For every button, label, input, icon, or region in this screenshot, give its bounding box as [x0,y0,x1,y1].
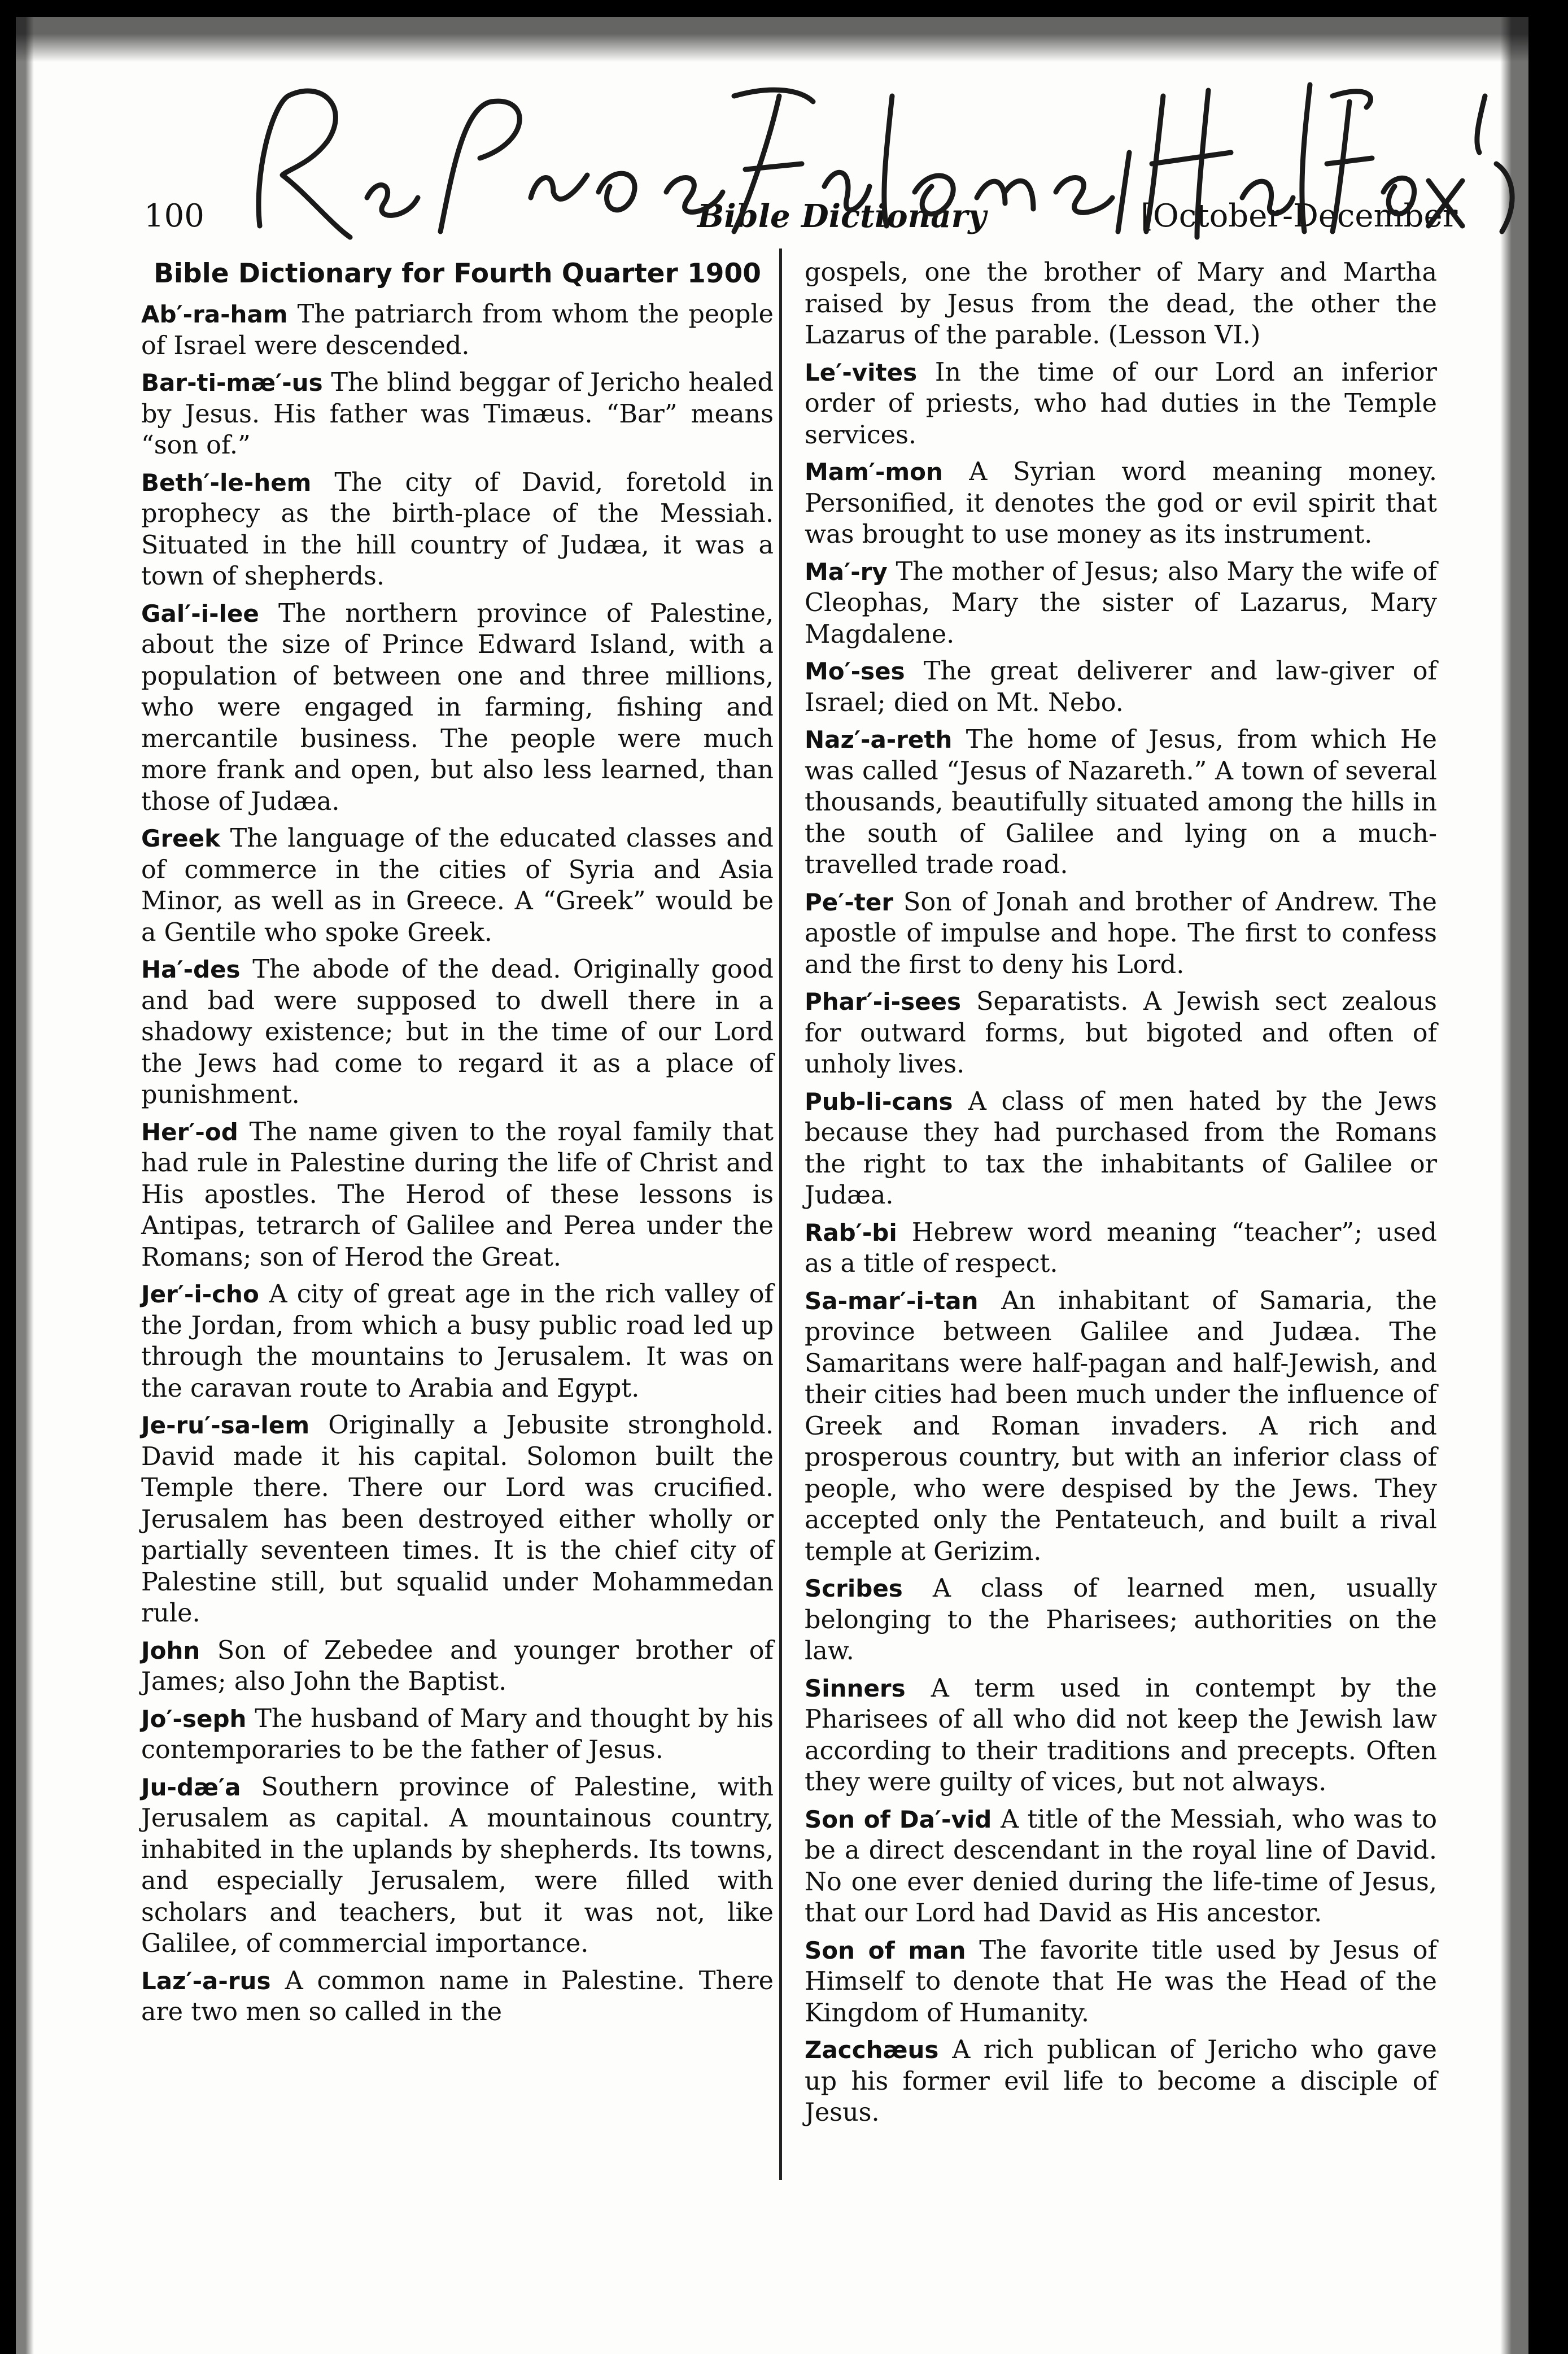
dictionary-entry [805,2034,1437,2129]
dictionary-entry [805,1935,1437,2029]
entry-definition: The language of the educated classes and of commerce in the cities of Syria and Asia Minor, as well as in Greece. A “Greek” would be a Gentile who spoke Greek. [141,824,774,947]
entry-term: Ab′-ra-ham [141,300,288,328]
entry-definition: The husband of Mary and thought by his contemporaries to be the father of Jesus. [141,1704,774,1764]
header-dates: [October-December [1141,198,1458,234]
entry-definition: A class of learned men, usually belonging to the Pharisees; authorities on the law. [805,1574,1437,1666]
scan-edge-top [0,0,1568,62]
running-title: Bible Dictionary [697,198,986,235]
entry-term: Sinners [805,1674,906,1702]
entry-definition: Son of Jonah and brother of Andrew. The apostle of impulse and hope. The first to confess and the first to deny his Lord. [805,887,1437,979]
entry-term: Ha′-des [141,956,241,983]
entry-definition: A title of the Messiah, who was to be a direct descendant in the royal line of David. No one ever denied during the life-time of Jesus, that our Lord had David as His ancestor. [805,1804,1437,1928]
entry-term: Beth′-le-hem [141,468,312,496]
entry-definition: An inhabitant of Samaria, the province between Galilee and Judæa. The Samaritans were half-pagan and half-Jewish, and their cities had been much under the influence of Greek and Roman invaders. A rich and prosperous country, but with an inferior class of people, who were despised by the Jews. They accepted only the Pentateuch, and built a rival temple at Gerizim. [805,1286,1437,1566]
dictionary-entry [805,556,1437,651]
entry-term: Bar-ti-mæ′-us [141,369,323,396]
dictionary-entry [141,1772,774,1960]
dictionary-entry [805,724,1437,881]
entry-definition: A city of great age in the rich valley of the Jordan, from which a busy public road led up through the mountains to Jerusalem. It was on the caravan route to Arabia and Egypt. [141,1280,774,1403]
dictionary-entry [141,299,774,361]
dictionary-entry [805,656,1437,718]
entry-term: Son of man [805,1936,966,1964]
entry-definition: The abode of the dead. Originally good and bad were supposed to dwell there in a shadowy existence; but in the time of our Lord the Jews had come to regard it as a place of punishment. [141,955,774,1109]
entry-term: Pub-li-cans [805,1087,953,1115]
entry-definition: The northern province of Palestine, about the size of Prince Edward Island, with a population of between one and three millions, who were engaged in farming, fishing and mercantile business. The people were much more frank and open, but also less learned, than those of Judæa. [141,599,774,816]
entry-term: Zacchæus [805,2036,939,2064]
dictionary-entry [141,823,774,948]
dictionary-entry [141,598,774,818]
dictionary-entry [805,1804,1437,1929]
entry-definition: A class of men hated by the Jews because they had purchased from the Romans the right to tax the inhabitants of Galilee or Judæa. [805,1087,1437,1210]
dictionary-entry [805,1086,1437,1211]
entry-term: Jo′-seph [141,1705,247,1733]
entry-definition: A rich publican of Jericho who gave up his former evil life to become a disciple of Jesus. [805,2035,1437,2127]
entry-term: Laz′-a-rus [141,1967,271,1995]
continued-text: gospels, one the brother of Mary and Martha raised by Jesus from the dead, the other the Lazarus of the parable. (Lesson VI.) [805,258,1437,350]
entry-definition: The patriarch from whom the people of Israel were descended. [141,300,774,360]
entry-term: Jer′-i-cho [141,1280,259,1308]
entry-term: Gal′-i-lee [141,599,259,627]
entry-definition: Southern province of Palestine, with Jerusalem as capital. A mountainous country, inhabited in the uplands by shepherds. Its towns, and especially Jerusalem, were filled with scholars and teachers, but it was not, like Galilee, of commercial importance. [141,1772,774,1958]
entry-term: Je-ru′-sa-lem [141,1411,310,1439]
entry-term: John [141,1636,200,1664]
entry-definition: Originally a Jebusite stronghold. David made it his capital. Solomon built the Temple there. There our Lord was crucified. Jerusalem has been destroyed either wholly or partially seventeen times. It is the chief city of Palestine still, but squalid under Mohammedan rule. [141,1411,774,1628]
dictionary-entry [141,954,774,1111]
scan-edge-right [1500,0,1568,2354]
dictionary-entry [141,367,774,461]
entry-definition: A Syrian word meaning money. Personified, it denotes the god or evil spirit that was brought to use money as its instrument. [805,457,1438,549]
entry-term: Her′-od [141,1118,238,1146]
dictionary-entry [805,986,1437,1080]
entry-definition: Separatists. A Jewish sect zealous for outward forms, but bigoted and often of unholy lives. [805,987,1438,1079]
entry-definition: Son of Zebedee and younger brother of James; also John the Baptist. [141,1636,774,1696]
entry-definition: Hebrew word meaning “teacher”; used as a title of respect. [805,1218,1437,1278]
dictionary-entry [141,1703,774,1766]
entry-definition: The blind beggar of Jericho healed by Jesus. His father was Timæus. “Bar” means “son of.” [141,368,774,460]
handwritten-signature [237,62,1536,249]
entry-definition: The name given to the royal family that had rule in Palestine during the life of Christ and His apostles. The Herod of these lessons is Antipas, tetrarch of Galilee and Perea under the Romans; son of Herod the Great. [141,1117,774,1272]
section-title: Bible Dictionary for Fourth Quarter 1900 [154,258,761,289]
entry-term: Le′-vites [805,358,918,386]
entry-term: Mam′-mon [805,458,943,486]
dictionary-entry [141,1117,774,1274]
entry-term: Greek [141,825,221,852]
dictionary-entry [805,1217,1437,1280]
dictionary-entry [141,1279,774,1404]
dictionary-entry [805,1573,1437,1667]
entry-definition: A common name in Palestine. There are two men so called in the [141,1966,774,2026]
entry-term: Naz′-a-reth [805,726,953,753]
dictionary-entry [805,1285,1437,1568]
dictionary-entry [805,357,1437,451]
entry-definition: A term used in contempt by the Pharisees of all who did not keep the Jewish law according to their traditions and precepts. Often they were guilty of vices, but not always. [805,1673,1437,1797]
entry-definition: The favorite title used by Jesus of Himself to denote that He was the Head of the Kingdom of Humanity. [805,1935,1437,2028]
entry-term: Sa-mar′-i-tan [805,1287,979,1315]
entry-definition: The great deliverer and law-giver of Israel; died on Mt. Nebo. [805,657,1438,717]
dictionary-entry [805,887,1437,981]
entry-term: Pe′-ter [805,888,894,916]
entry-definition: The home of Jesus, from which He was called “Jesus of Nazareth.” A town of several thousands, beautifully situated among the hills in the south of Galilee and lying on a much-travelled trade road. [805,725,1438,879]
entry-definition: The city of David, foretold in prophecy as the birth-place of the Messiah. Situated in the hill country of Judæa, it was a town of shepherds. [141,468,774,591]
dictionary-entry [141,1410,774,1629]
entry-term: Ma′-ry [805,557,888,586]
entry-term: Scribes [805,1575,903,1602]
right-column [805,257,1437,2134]
dictionary-entry [141,1965,774,2028]
entry-definition: The mother of Jesus; also Mary the wife of Cleophas, Mary the sister of Lazarus, Mary Magdalene. [805,557,1438,649]
entry-term: Son of Da′-vid [805,1805,992,1833]
scan-edge-left [0,0,34,2354]
dictionary-entry [141,1635,774,1698]
left-column [141,257,774,2034]
dictionary-entry [141,467,774,592]
entry-term: Ju-dæ′a [141,1773,241,1801]
entry-term: Mo′-ses [805,657,905,685]
entry-definition: In the time of our Lord an inferior order of priests, who had duties in the Temple services. [805,358,1437,450]
entry-term: Phar′-i-sees [805,988,962,1015]
entry-term: Rab′-bi [805,1218,897,1246]
dictionary-entry [805,456,1437,551]
page-number: 100 [144,198,204,234]
dictionary-entry [805,1673,1437,1798]
column-divider [779,249,782,2180]
